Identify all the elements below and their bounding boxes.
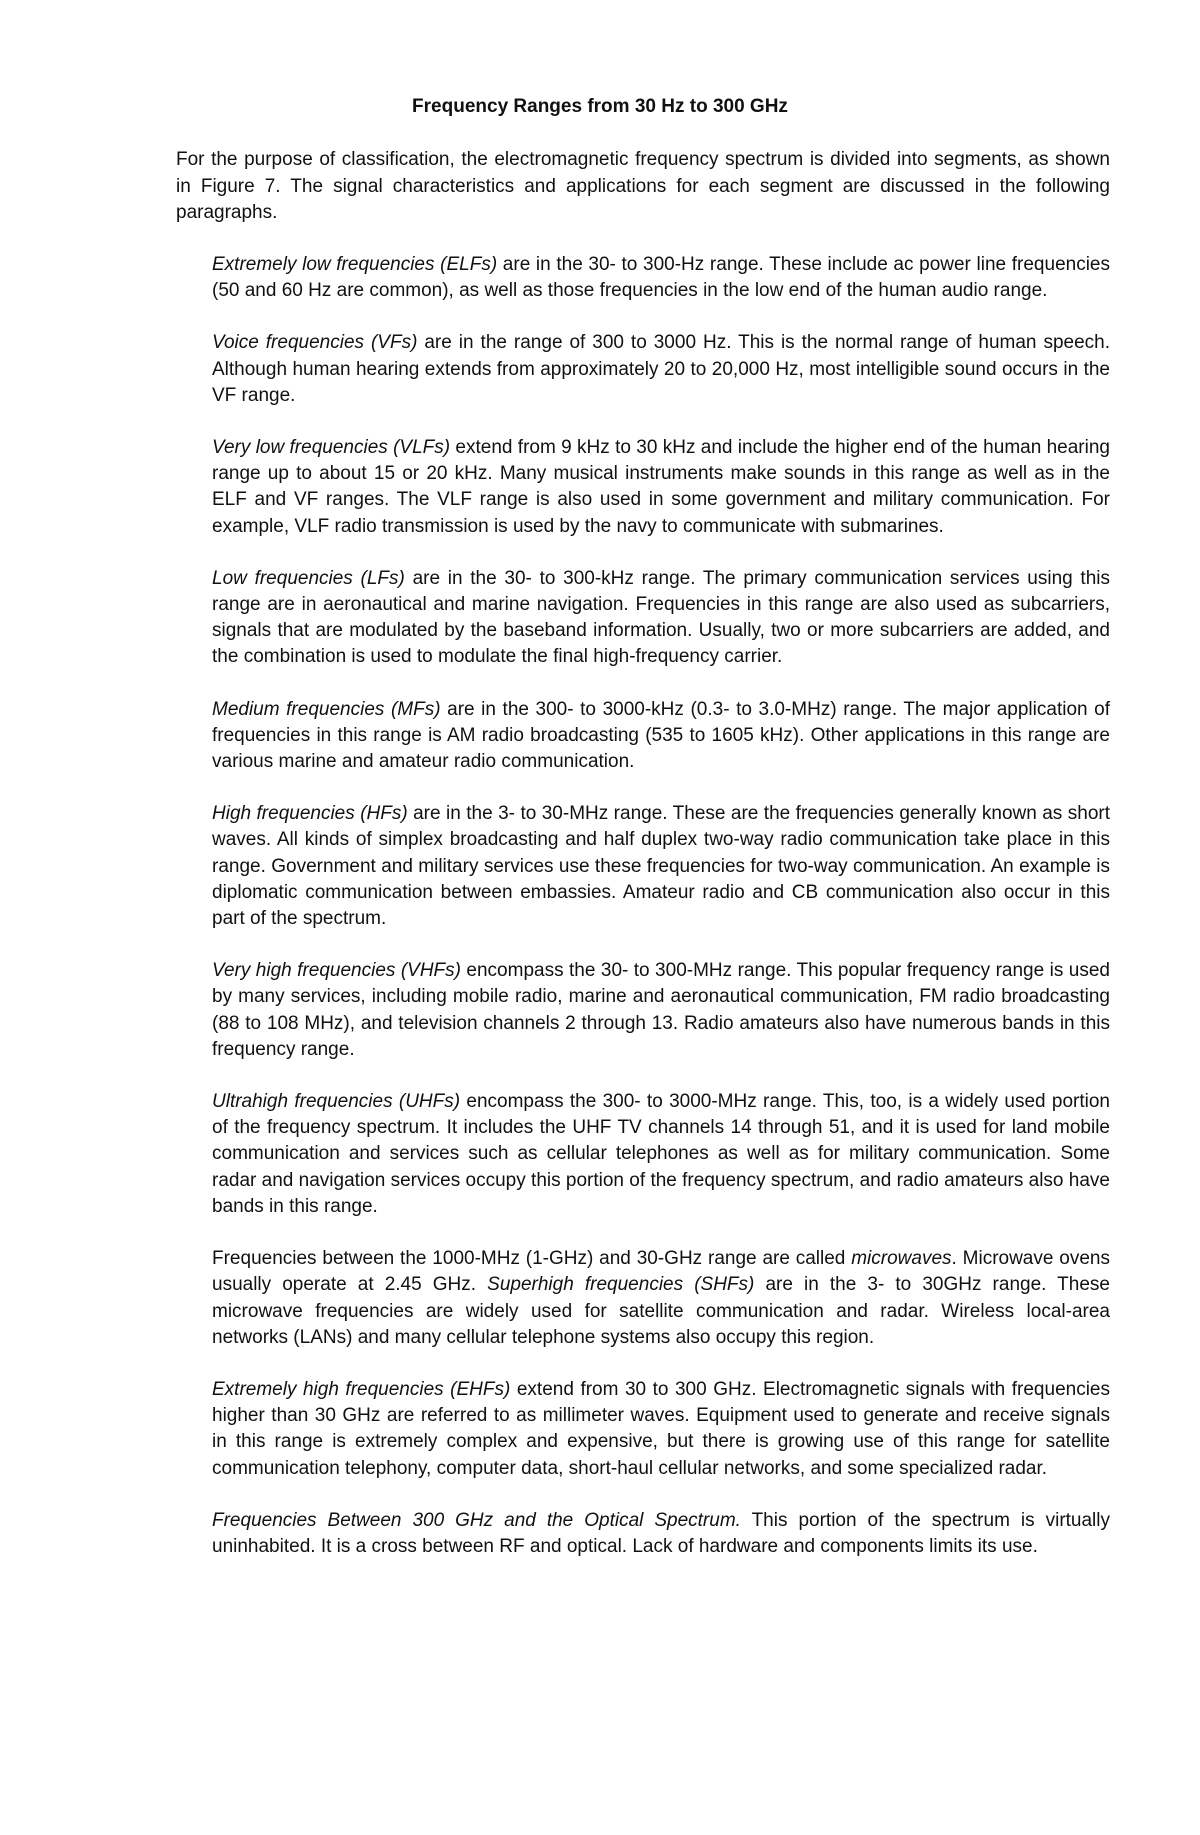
section-body: are in the 3- to 30-MHz range. These are the frequencies generally known as short waves. All kinds of simplex broadcasting and half duplex two-way radio communication take place in this range. Government and military services use these frequencies for two-way communication. An example is diplomatic communication between embassies. Amateur radio and CB communication also occur in this part of the spectrum.	[212, 803, 1110, 930]
section-term: Extremely high frequencies (EHFs)	[212, 1378, 511, 1400]
section-term: Very low frequencies (VLFs)	[212, 437, 451, 459]
section-term: microwaves	[851, 1248, 952, 1270]
section-term: High frequencies (HFs)	[212, 803, 408, 825]
section-microwaves	[212, 1246, 1110, 1351]
section-term: Ultrahigh frequencies (UHFs)	[212, 1091, 461, 1113]
section-body: encompass the 30- to 300-MHz range. This popular frequency range is used by many services, including mobile radio, marine and aeronautical communication, FM radio broadcasting (88 to 108 MHz), and television channels 2 through 13. Radio amateurs also have numerous bands in this frequency range.	[212, 960, 1110, 1060]
section-term: Extremely low frequencies (ELFs)	[212, 254, 498, 275]
section-ehf	[212, 1377, 1110, 1482]
section-body: are in the 300- to 3000-kHz (0.3- to 3.0-MHz) range. The major application of frequencies in this range is AM radio broadcasting (535 to 1605 kHz). Other applications in this range are various marine and amateur radio communication.	[212, 698, 1110, 773]
section-body: are in the 30- to 300-kHz range. The primary communication services using this range are in aeronautical and marine navigation. Frequencies in this range are also used as subcarriers, signals that are modulated by the baseband information. Usually, two or more subcarriers are added, and the combination is used to modulate the final high-frequency carrier.	[212, 567, 1110, 668]
section-term: Frequencies Between 300 GHz and the Optical Spectrum.	[212, 1509, 741, 1531]
section-term: Medium frequencies (MFs)	[212, 698, 441, 720]
section-mf	[212, 697, 1110, 776]
frequency-sections	[212, 252, 1110, 1586]
section-term: Very high frequencies (VHFs)	[212, 960, 461, 982]
section-lead-text: Frequencies between the 1000-MHz (1-GHz) and 30-GHz range are called	[212, 1248, 852, 1270]
section-body: are in the range of 300 to 3000 Hz. This is the normal range of human speech. Although human hearing extends from approximately 20 to 20,000 Hz, most intelligible sound occurs in the VF range.	[212, 332, 1110, 406]
section-body: are in the 3- to 30GHz range. These microwave frequencies are widely used for satellite communication and radar. Wireless local-area networks (LANs) and many cellular telephone systems also occupy this region.	[212, 1274, 1110, 1348]
section-uhf	[212, 1089, 1110, 1220]
section-lf	[212, 566, 1110, 671]
section-optical	[212, 1508, 1110, 1560]
section-body: This portion of the spectrum is virtually uninhabited. It is a cross between RF and optical. Lack of hardware and components limits its use.	[212, 1509, 1110, 1557]
section-body: are in the 30- to 300-Hz range. These include ac power line frequencies (50 and 60 Hz are common), as well as those frequencies in the low end of the human audio range.	[212, 254, 1110, 302]
section-vf	[212, 330, 1110, 409]
section-body: extend from 30 to 300 GHz. Electromagnetic signals with frequencies higher than 30 GHz are referred to as millimeter waves. Equipment used to generate and receive signals in this range is extremely complex and expensive, but there is growing use of this range for satellite communication telephony, computer data, short-haul cellular networks, and some specialized radar.	[212, 1378, 1110, 1479]
page-title: Frequency Ranges from 30 Hz to 300 GHz	[412, 96, 788, 117]
section-term: Low frequencies (LFs)	[212, 567, 405, 589]
section-term-shf: Superhigh frequencies (SHFs)	[487, 1274, 755, 1296]
intro-paragraph: For the purpose of classification, the electromagnetic frequency spectrum is divided into segments, as shown in Figure 7. The signal characteristics and applications for each segment are discussed in the following paragraphs.	[176, 149, 1110, 223]
section-vhf	[212, 958, 1110, 1063]
section-term: Voice frequencies (VFs)	[212, 332, 418, 354]
section-mid-text: . Microwave ovens usually operate at 2.45 GHz.	[212, 1248, 1110, 1296]
section-hf	[212, 801, 1110, 932]
section-body: extend from 9 kHz to 30 kHz and include the higher end of the human hearing range up to about 15 or 20 kHz. Many musical instruments make sounds in this range as well as in the ELF and VF ranges. The VLF range is also used in some government and military communication. For example, VLF radio transmission is used by the navy to communicate with submarines.	[212, 437, 1110, 537]
section-elf	[212, 252, 1110, 304]
section-vlf	[212, 435, 1110, 540]
section-body: encompass the 300- to 3000-MHz range. This, too, is a widely used portion of the frequency spectrum. It includes the UHF TV channels 14 through 51, and it is used for land mobile communication and services such as cellular telephones as well as for military communication. Some radar and navigation services occupy this portion of the frequency spectrum, and radio amateurs also have bands in this range.	[212, 1091, 1110, 1217]
